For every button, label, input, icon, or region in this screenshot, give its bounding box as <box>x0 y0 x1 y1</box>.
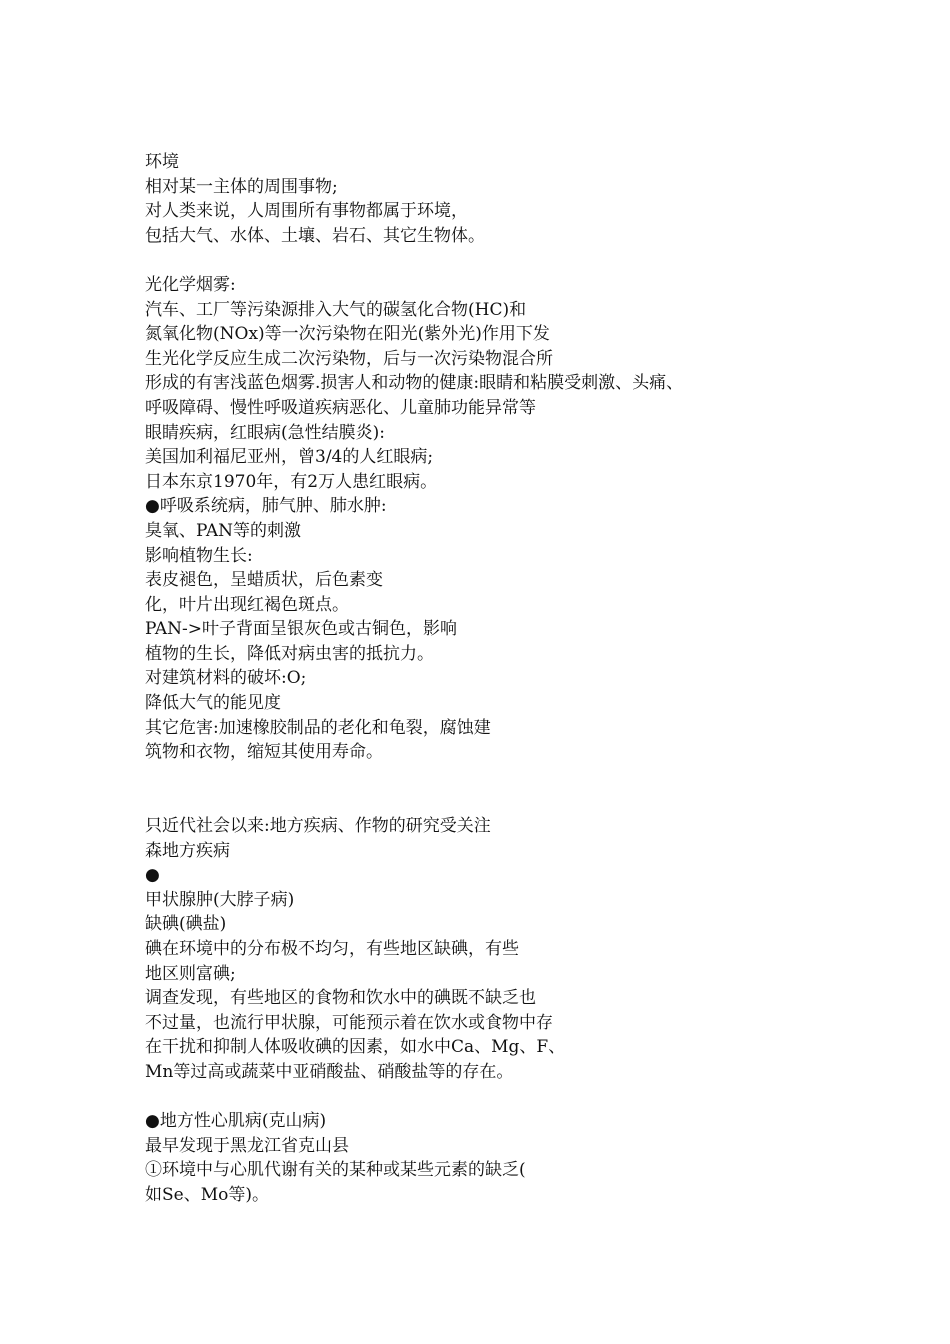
text-line: 调查发现，有些地区的食物和饮水中的碘既不缺乏也 <box>145 988 536 1009</box>
text-line: 地区则富碘; <box>145 963 236 984</box>
text-line: 形成的有害浅蓝色烟雾.损害人和动物的健康:眼睛和粘膜受刺激、头痛、 <box>145 373 684 394</box>
text-line: 植物的生长，降低对病虫害的抵抗力。 <box>145 643 434 664</box>
text-line: 生光化学反应生成二次污染物，后与一次污染物混合所 <box>145 348 553 369</box>
section-endemic-disease <box>145 814 925 1085</box>
text-line: 如Se、Mo等)。 <box>145 1184 269 1205</box>
text-line: 筑物和衣物，缩短其使用寿命。 <box>145 742 383 763</box>
text-line: 包括大气、水体、土壤、岩石、其它生物体。 <box>145 225 485 246</box>
text-line: 日本东京1970年，有2万人患红眼病。 <box>145 471 438 492</box>
paragraph-gap <box>145 765 925 814</box>
paragraph-gap <box>145 248 925 273</box>
text-line: 臭氧、PAN等的刺激 <box>145 520 302 541</box>
paragraph-gap <box>145 1085 925 1110</box>
text-line: 不过量，也流行甲状腺，可能预示着在饮水或食物中存 <box>145 1012 553 1033</box>
heading-environment: 环境 <box>145 152 179 172</box>
text-line: 缺碘(碘盐) <box>145 914 227 935</box>
text-line: 表皮褪色，呈蜡质状，后色素变 <box>145 570 383 591</box>
text-line: 其它危害:加速橡胶制品的老化和龟裂，腐蚀建 <box>145 717 491 738</box>
heading-photochemical-smog: 光化学烟雾: <box>145 274 236 295</box>
text-line: 化，叶片出现红褐色斑点。 <box>145 594 349 615</box>
text-line: 降低大气的能见度 <box>145 693 281 714</box>
section-photochemical-smog <box>145 273 925 765</box>
text-line: 呼吸障碍、慢性呼吸道疾病恶化、儿童肺功能异常等 <box>145 397 536 418</box>
text-line: 氮氧化物(NOx)等一次污染物在阳光(紫外光)作用下发 <box>145 324 550 345</box>
section-keshan-disease <box>145 1109 925 1207</box>
bullet-line: ●呼吸系统病，肺气肿、肺水肿: <box>145 496 387 517</box>
text-line: 只近代社会以来:地方疾病、作物的研究受关注 <box>145 816 491 837</box>
text-line: ①环境中与心肌代谢有关的某种或某些元素的缺乏( <box>145 1160 526 1181</box>
text-line: 在干扰和抑制人体吸收碘的因素，如水中Ca、Mg、F、 <box>145 1037 566 1058</box>
text-line: 眼睛疾病，红眼病(急性结膜炎): <box>145 422 385 443</box>
text-line: 对人类来说，人周围所有事物都属于环境， <box>145 201 468 222</box>
text-line: PAN->叶子背面呈银灰色或古铜色，影响 <box>145 619 458 640</box>
text-line: 对建筑材料的破坏:O; <box>145 668 307 689</box>
bullet-line: ●地方性心肌病(克山病) <box>145 1111 327 1132</box>
text-line: 甲状腺肿(大脖子病) <box>145 889 295 910</box>
text-line: 美国加利福尼亚州，曾3/4的人红眼病; <box>145 447 434 468</box>
bullet-line: ● <box>145 865 160 886</box>
document-body <box>145 150 925 1208</box>
text-line: 森地方疾病 <box>145 840 230 861</box>
text-line: 相对某一主体的周围事物; <box>145 176 338 197</box>
text-line: Mn等过高或蔬菜中亚硝酸盐、硝酸盐等的存在。 <box>145 1061 514 1082</box>
text-line: 影响植物生长: <box>145 545 253 566</box>
text-line: 最早发现于黑龙江省克山县 <box>145 1135 349 1156</box>
text-line: 汽车、工厂等污染源排入大气的碳氢化合物(HC)和 <box>145 299 527 320</box>
section-environment <box>145 150 925 248</box>
text-line: 碘在环境中的分布极不均匀，有些地区缺碘，有些 <box>145 939 519 959</box>
